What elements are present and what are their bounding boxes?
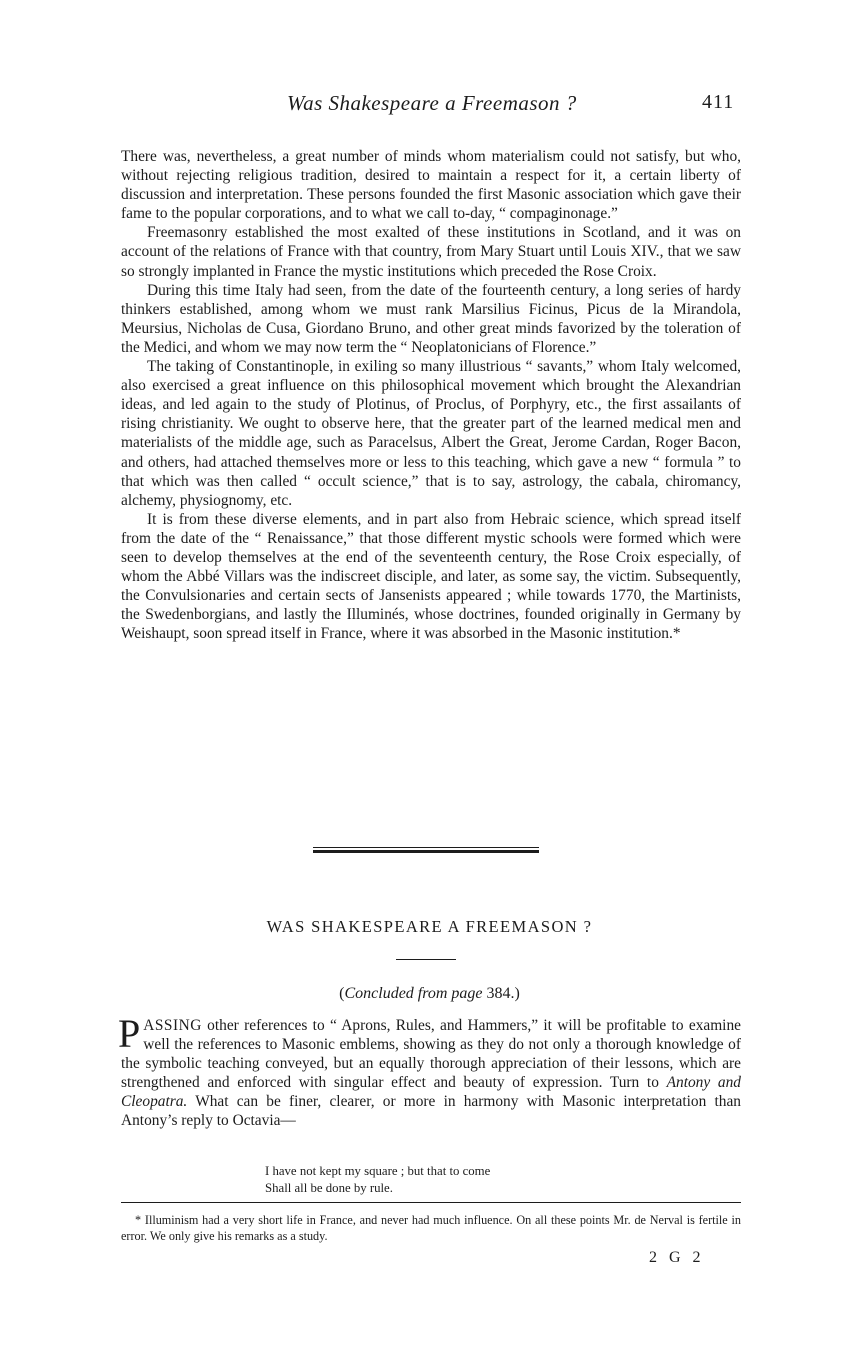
concluded-note — [0, 985, 859, 1003]
footnote-text: * Illuminism had a very short life in France, and never had much influence. On all these points Mr. de Nerval is fertile in error. We only give his remarks as a study. — [121, 1213, 741, 1243]
verse-quote — [265, 1163, 490, 1196]
article-text-part-2: What can be finer, clearer, or more in harmony with Masonic interpretation than Antony’s reply to Octavia— — [121, 1093, 741, 1130]
concluded-italic: Concluded from page — [344, 985, 483, 1002]
page-number: 411 — [702, 91, 735, 113]
concluded-prefix: ( — [339, 985, 345, 1002]
paragraph: The taking of Constantinople, in exiling so many illustrious “ savants,” whom Italy welcomed, also exercised a great influence on this philosophical movement which brought the Alexandrian ideas, and led again to the study of Plotinus, of Proclus, of Porphyry, etc., the first assailants of rising christianity. We ought to observe here, that the greater part of the learned medical men and materialists of the middle age, such as Paracelsus, Albert the Great, Jerome Cardan, Roger Bacon, and others, had attached themselves more or less to this teaching, which gave a new “ formula ” to that which was then called “ occult science,” that is to say, astrology, the cabala, chiromancy, alchemy, physiognomy, etc. — [121, 358, 741, 509]
play-title: Antony and Cleopatra. — [121, 1074, 741, 1111]
article-text-part-1: other references to “ Aprons, Rules, and Hammers,” it will be profitable to examine well the references to Masonic emblems, showing as they do not only a thorough knowledge of the symbolic teaching conveyed, but an equally thorough appreciation of their lessons, which are strengthened and enforced with singular effect and beauty of expression. Turn to — [121, 1017, 741, 1092]
lead-smallcaps: ASSING — [143, 1017, 202, 1034]
concluded-page: 384.) — [482, 985, 520, 1002]
footnote — [121, 1212, 741, 1244]
running-head — [0, 91, 859, 121]
drop-cap: P — [118, 1011, 141, 1056]
title-rule — [396, 959, 456, 960]
paragraph: Freemasonry established the most exalted of these institutions in Scotland, and it was on account of the relations of France with that country, from Mary Stuart until Louis XIV., that we saw so strongly implanted in France the mystic institutions which preceded the Rose Croix. — [121, 224, 741, 280]
verse-line: Shall all be done by rule. — [265, 1180, 393, 1195]
article-paragraph — [118, 1011, 741, 1131]
paragraph: During this time Italy had seen, from the date of the fourteenth century, a long series of hardy thinkers established, among whom we must rank Marsilius Ficinus, Picus de la Mirandola, Meursius, Nicholas de Cusa, Giordano Bruno, and other great minds favorized by the toleration of the Medici, and whom we may now term the “ Neoplatonicians of Florence.” — [121, 281, 741, 356]
paragraph: There was, nevertheless, a great number of minds whom materialism could not satisfy, but who, without rejecting religious tradition, desired to maintain a respect for it, a certain liberty of discussion and interpretation. These persons founded the first Masonic association which gave their fame to the popular corporations, and to what we call to-day, “ compaginonage.” — [121, 148, 741, 223]
divider-thick-line — [313, 850, 539, 853]
article-text — [118, 1011, 741, 1131]
section-divider — [313, 847, 539, 855]
running-title: Was Shakespeare a Freemason ? — [287, 91, 577, 115]
body-text — [121, 147, 741, 643]
divider-thin-line — [313, 847, 539, 848]
verse-line: I have not kept my square ; but that to come — [265, 1164, 491, 1178]
article-title: WAS SHAKESPEARE A FREEMASON ? — [266, 917, 593, 936]
paragraph: It is from these diverse elements, and in part also from Hebraic science, which spread itself from the date of the “ Renaissance,” that those different mystic schools were formed which were seen to develop themselves at the end of the seventeenth century, the Rose Croix especially, of whom the Abbé Villars was the indiscreet disciple, and later, as some say, the victim. Subsequently, the Convulsionaries and certain sects of Jansenists appeared ; while towards 1770, the Martinists, the Swedenborgians, and lastly the Illuminés, whose doctrines, founded originally in Germany by Weishaupt, soon spread itself in France, where it was absorbed in the Masonic institution.* — [121, 510, 741, 643]
signature-mark: 2 G 2 — [649, 1249, 705, 1266]
footnote-rule — [121, 1202, 741, 1203]
